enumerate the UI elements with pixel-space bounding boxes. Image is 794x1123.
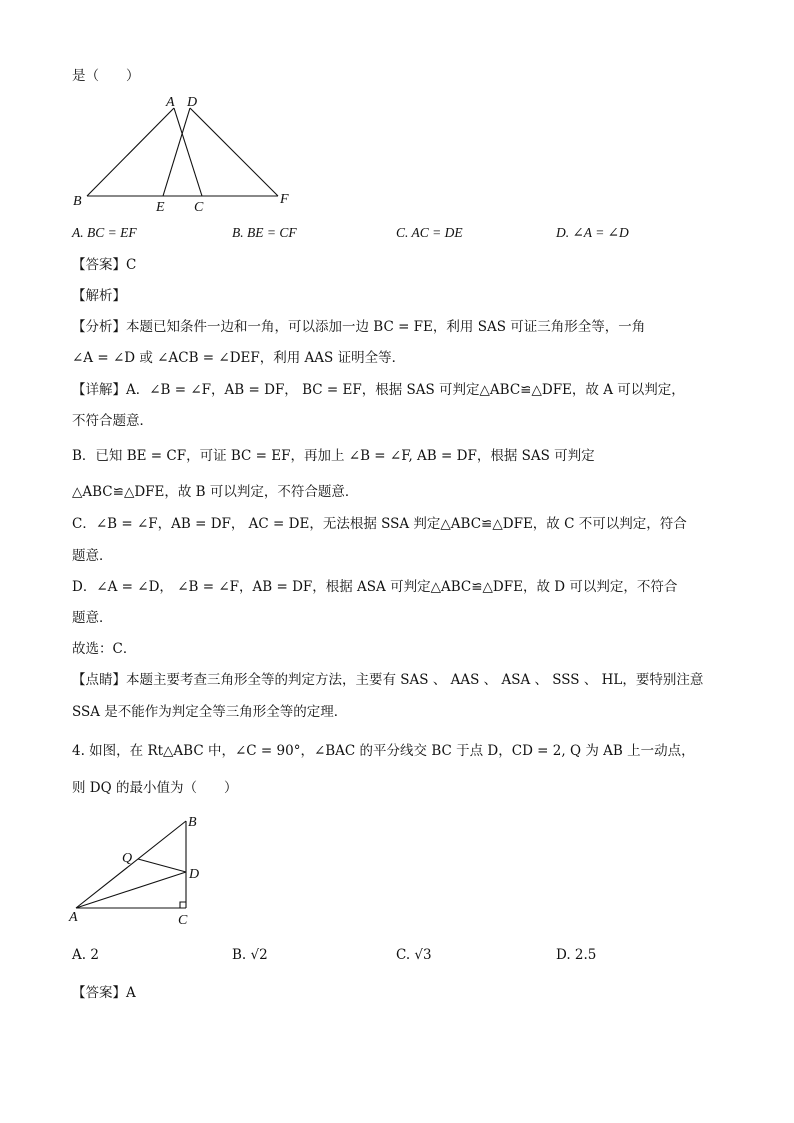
detail-line-6: 题意． — [72, 548, 113, 564]
detail-line-1: 【详解】A．∠B = ∠F，AB = DF， BC = EF，根据 SAS 可判定△ABC≌△DFE，故 A 可以判定， — [72, 382, 685, 398]
fig2-label-c: C — [178, 913, 188, 928]
fig1-label-a: A — [166, 95, 175, 110]
analysis-line-1: 【分析】本题已知条件一边和一角，可以添加一边 BC = FE，利用 SAS 可证三角形全等，一角 — [72, 319, 646, 335]
comment-line-1: 【点睛】本题主要考查三角形全等的判定方法，主要有 SAS 、 AAS 、 ASA 、 SSS 、 HL，要特别注意 — [72, 672, 704, 688]
fig2-label-a: A — [69, 910, 78, 925]
q4-option-b: B. √2 — [232, 947, 268, 963]
fig1-label-f: F — [280, 192, 289, 207]
q3-option-c: C. AC = DE — [396, 225, 463, 240]
fig2-label-b: B — [188, 815, 197, 830]
q3-answer: 【答案】C — [72, 257, 137, 273]
detail-line-5: C．∠B = ∠F，AB = DF， AC = DE，无法根据 SSA 判定△ABC≌△DFE，故 C 不可以判定，符合 — [72, 516, 687, 532]
fig2-label-d: D — [189, 867, 200, 882]
q4-stem-line-2: 则 DQ 的最小值为（ ） — [72, 780, 238, 796]
detail-line-9: 故选：C． — [72, 641, 137, 657]
detail-line-4: △ABC≌△DFE，故 B 可以判定，不符合题意． — [72, 484, 359, 500]
comment-line-2: SSA 是不能作为判定全等三角形全等的定理． — [72, 704, 348, 720]
q3-option-b: B. BE = CF — [232, 225, 297, 240]
q3-option-a: A. BC = EF — [72, 225, 137, 240]
q4-option-c: C. √3 — [396, 947, 432, 963]
q4-option-d: D. 2.5 — [556, 947, 597, 963]
detail-line-2: 不符合题意． — [72, 413, 153, 429]
triangle-figure-2 — [66, 810, 216, 932]
question-tail: 是（ ） — [72, 68, 140, 84]
detail-line-7: D．∠A = ∠D， ∠B = ∠F，AB = DF，根据 ASA 可判定△ABC≌△DFE，故 D 可以判定，不符合 — [72, 579, 678, 595]
fig1-label-d: D — [187, 95, 198, 110]
q4-option-a: A. 2 — [72, 947, 99, 963]
triangle-figure-1 — [70, 92, 310, 214]
analysis-line-2: ∠A = ∠D 或 ∠ACB = ∠DEF，利用 AAS 证明全等． — [72, 350, 406, 366]
detail-line-8: 题意． — [72, 610, 113, 626]
detail-line-3: B．已知 BE = CF，可证 BC = EF，再加上 ∠B = ∠F, AB = DF，根据 SAS 可判定 — [72, 448, 595, 464]
q4-answer: 【答案】A — [72, 985, 136, 1001]
fig1-label-c: C — [194, 200, 204, 214]
fig2-label-q: Q — [122, 851, 133, 866]
fig1-label-e: E — [156, 200, 165, 214]
q4-stem-line-1: 4. 如图，在 Rt△ABC 中，∠C = 90°，∠BAC 的平分线交 BC 于点 D，CD = 2, Q 为 AB 上一动点， — [72, 743, 695, 759]
q3-option-d: D. ∠A = ∠D — [556, 225, 629, 240]
q3-jiexi-heading: 【解析】 — [72, 288, 126, 304]
fig1-label-b: B — [73, 194, 82, 209]
